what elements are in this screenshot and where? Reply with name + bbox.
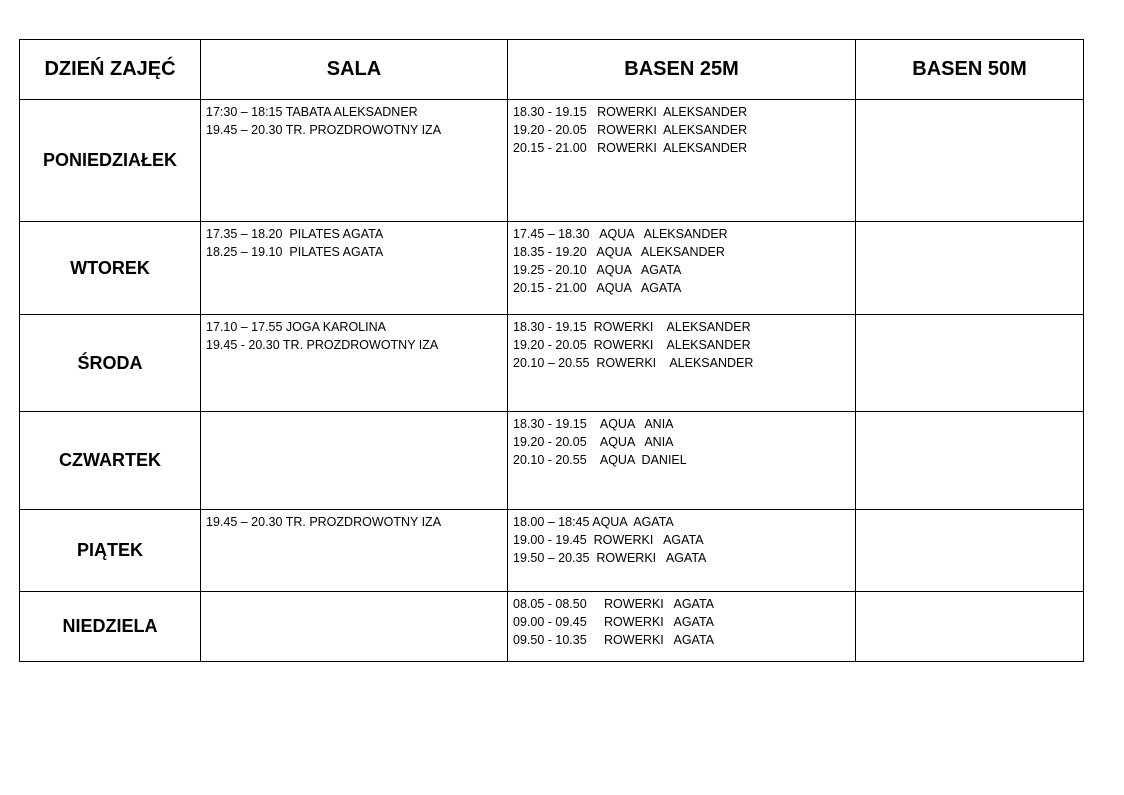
basen-25m-cell — [508, 592, 856, 662]
class-entry: 17.45 – 18.30 AQUA ALEKSANDER — [513, 227, 728, 241]
day-label: PIĄTEK — [20, 510, 201, 592]
header-basen-25m: BASEN 25M — [508, 40, 856, 100]
sala-entries — [201, 315, 507, 354]
sala-entries — [201, 222, 507, 261]
class-entry: 20.15 - 21.00 ROWERKI ALEKSANDER — [513, 141, 748, 155]
basen-25m-cell — [508, 510, 856, 592]
basen-25m-entries — [508, 412, 855, 469]
class-entry: 19.45 - 20.30 TR. PROZDROWOTNY IZA — [206, 338, 439, 352]
basen-50m-cell — [856, 592, 1084, 662]
sala-cell — [201, 222, 508, 315]
basen-25m-entries — [508, 315, 855, 372]
class-entry: 20.15 - 21.00 AQUA AGATA — [513, 281, 682, 295]
sala-cell — [201, 412, 508, 510]
sala-entries — [201, 412, 507, 415]
header-basen-50m: BASEN 50M — [856, 40, 1084, 100]
class-entry: 09.50 - 10.35 ROWERKI AGATA — [513, 633, 715, 647]
schedule-row — [20, 412, 1084, 510]
basen-50m-entries — [856, 100, 1083, 103]
basen-25m-cell — [508, 222, 856, 315]
class-entry: 19.20 - 20.05 ROWERKI ALEKSANDER — [513, 338, 751, 352]
class-entry: 17.35 – 18.20 PILATES AGATA — [206, 227, 384, 241]
basen-25m-entries — [508, 100, 855, 157]
class-entry: 19.45 – 20.30 TR. PROZDROWOTNY IZA — [206, 123, 442, 137]
basen-25m-cell — [508, 100, 856, 222]
basen-25m-entries — [508, 510, 855, 567]
day-label: WTOREK — [20, 222, 201, 315]
class-entry: 19.50 – 20.35 ROWERKI AGATA — [513, 551, 707, 565]
basen-25m-entries — [508, 222, 855, 297]
sala-entries — [201, 592, 507, 595]
basen-50m-entries — [856, 412, 1083, 415]
header-day: DZIEŃ ZAJĘĆ — [20, 40, 201, 100]
class-entry: 19.45 – 20.30 TR. PROZDROWOTNY IZA — [206, 515, 442, 529]
class-entry: 19.20 - 20.05 ROWERKI ALEKSANDER — [513, 123, 748, 137]
class-entry: 19.20 - 20.05 AQUA ANIA — [513, 435, 674, 449]
sala-cell — [201, 592, 508, 662]
class-entry: 18.25 – 19.10 PILATES AGATA — [206, 245, 384, 259]
basen-50m-cell — [856, 100, 1084, 222]
class-entry: 18.30 - 19.15 ROWERKI ALEKSANDER — [513, 105, 748, 119]
day-label: PONIEDZIAŁEK — [20, 100, 201, 222]
class-entry: 17:30 – 18:15 TABATA ALEKSADNER — [206, 105, 418, 119]
class-entry: 20.10 – 20.55 ROWERKI ALEKSANDER — [513, 356, 754, 370]
class-entry: 17.10 – 17.55 JOGA KAROLINA — [206, 320, 386, 334]
basen-50m-entries — [856, 222, 1083, 225]
schedule-row — [20, 222, 1084, 315]
sala-entries — [201, 510, 507, 531]
schedule-row — [20, 100, 1084, 222]
basen-50m-cell — [856, 510, 1084, 592]
day-label: CZWARTEK — [20, 412, 201, 510]
basen-50m-entries — [856, 592, 1083, 595]
class-entry: 20.10 - 20.55 AQUA DANIEL — [513, 453, 687, 467]
basen-25m-entries — [508, 592, 855, 649]
class-entry: 09.00 - 09.45 ROWERKI AGATA — [513, 615, 715, 629]
basen-50m-cell — [856, 412, 1084, 510]
header-sala: SALA — [201, 40, 508, 100]
basen-25m-cell — [508, 412, 856, 510]
sala-cell — [201, 100, 508, 222]
sala-cell — [201, 510, 508, 592]
schedule-row — [20, 315, 1084, 412]
sala-cell — [201, 315, 508, 412]
basen-50m-cell — [856, 222, 1084, 315]
class-entry: 19.00 - 19.45 ROWERKI AGATA — [513, 533, 704, 547]
schedule-row — [20, 510, 1084, 592]
class-entry: 18.00 – 18:45 AQUA AGATA — [513, 515, 674, 529]
schedule-body — [20, 100, 1084, 662]
basen-50m-entries — [856, 315, 1083, 318]
basen-25m-cell — [508, 315, 856, 412]
class-entry: 08.05 - 08.50 ROWERKI AGATA — [513, 597, 715, 611]
header-row — [20, 40, 1084, 100]
class-entry: 18.35 - 19.20 AQUA ALEKSANDER — [513, 245, 725, 259]
day-label: NIEDZIELA — [20, 592, 201, 662]
sala-entries — [201, 100, 507, 139]
class-entry: 19.25 - 20.10 AQUA AGATA — [513, 263, 682, 277]
class-entry: 18.30 - 19.15 ROWERKI ALEKSANDER — [513, 320, 751, 334]
basen-50m-entries — [856, 510, 1083, 513]
day-label: ŚRODA — [20, 315, 201, 412]
class-entry: 18.30 - 19.15 AQUA ANIA — [513, 417, 674, 431]
weekly-schedule-table — [19, 39, 1084, 662]
schedule-row — [20, 592, 1084, 662]
basen-50m-cell — [856, 315, 1084, 412]
